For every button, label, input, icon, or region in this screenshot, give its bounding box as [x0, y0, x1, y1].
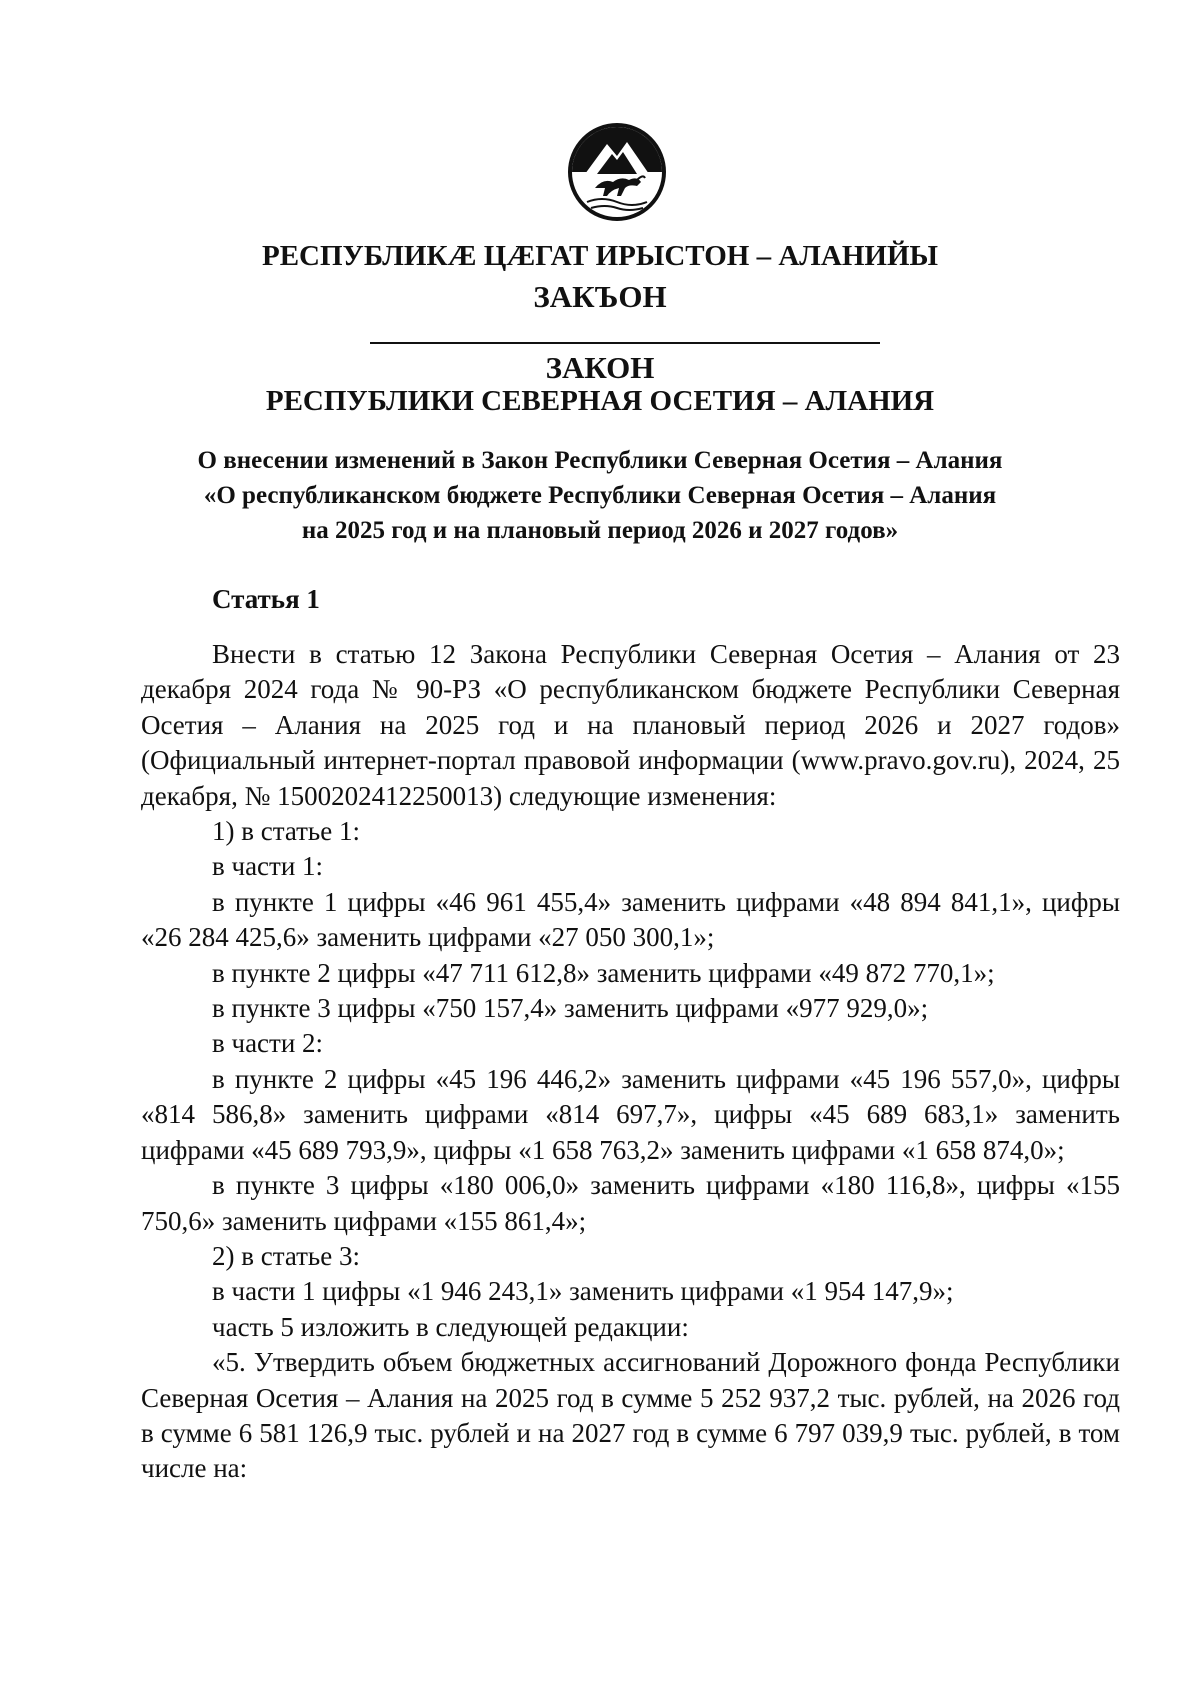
paragraph-amend-intro: Внести в статью 12 Закона Республики Северная Осетия – Алания от 23 декабря 2024 года № 90-РЗ «О республиканском бюджете Республики Северная Осетия – Алания на 2025 год и на плановый период 2026 и 2027 годов» (Официальный интернет-портал правовой информации (www.pravo.gov.ru), 2024, 25 декабря, № 1500202412250013) следующие изменения:	[141, 639, 1120, 811]
header-divider	[370, 342, 880, 344]
paragraph-article-1: 1) в статье 1:	[212, 816, 360, 847]
law-label: ЗАКОН	[545, 350, 655, 385]
article-heading: Статья 1	[212, 584, 320, 614]
coat-of-arms-emblem	[567, 122, 667, 222]
paragraph-article-3: 2) в статье 3:	[212, 1240, 360, 1271]
paragraph-road-fund: «5. Утвердить объем бюджетных ассигнований Дорожного фонда Республики Северная Осетия – Алания на 2025 год в сумме 5 252 937,2 тыс. рублей, на 2026 год в сумме 6 581 126,9 тыс. рублей и на 2027 год в сумме 6 797 039,9 тыс. рублей, в том числе на:	[141, 1347, 1120, 1484]
paragraph-part-2: в части 2:	[212, 1028, 324, 1059]
ossetian-law-label: ЗАКЪОН	[533, 279, 667, 314]
paragraph-article-3-part-1: в части 1 цифры «1 946 243,1» заменить цифрами «1 954 147,9»;	[212, 1276, 954, 1307]
republic-name: РЕСПУБЛИКИ СЕВЕРНАЯ ОСЕТИЯ – АЛАНИЯ	[265, 385, 935, 417]
paragraph-item-2: в пункте 2 цифры «47 711 612,8» заменить цифрами «49 872 770,1»;	[212, 957, 995, 988]
paragraph-part-2-item-3: в пункте 3 цифры «180 006,0» заменить цифрами «180 116,8», цифры «155 750,6» заменить цифрами «155 861,4»;	[141, 1170, 1120, 1236]
paragraph-part-2-item-2: в пункте 2 цифры «45 196 446,2» заменить цифрами «45 196 557,0», цифры «814 586,8» заменить цифрами «814 697,7», цифры «45 689 683,1» заменить цифрами «45 689 793,9», цифры «1 658 763,2» заменить цифрами «1 658 874,0»;	[141, 1063, 1120, 1165]
paragraph-part-5-intro: часть 5 изложить в следующей редакции:	[212, 1311, 689, 1342]
ossetian-republic-name: РЕСПУБЛИКÆ ЦÆГАТ ИРЫСТОН – АЛАНИЙЫ	[262, 240, 938, 272]
law-title-line-2: «О республиканском бюджете Республики Северная Осетия – Алания	[203, 482, 997, 509]
law-title-line-1: О внесении изменений в Закон Республики Северная Осетия – Алания	[197, 447, 1003, 474]
law-title-line-3: на 2025 год и на плановый период 2026 и 2027 годов»	[301, 517, 899, 544]
paragraph-part-1: в части 1:	[212, 851, 324, 882]
article-body	[141, 637, 1120, 1487]
paragraph-item-1: в пункте 1 цифры «46 961 455,4» заменить цифрами «48 894 841,1», цифры «26 284 425,6» заменить цифрами «27 050 300,1»;	[141, 886, 1120, 953]
paragraph-item-3: в пункте 3 цифры «750 157,4» заменить цифрами «977 929,0»;	[212, 993, 929, 1024]
